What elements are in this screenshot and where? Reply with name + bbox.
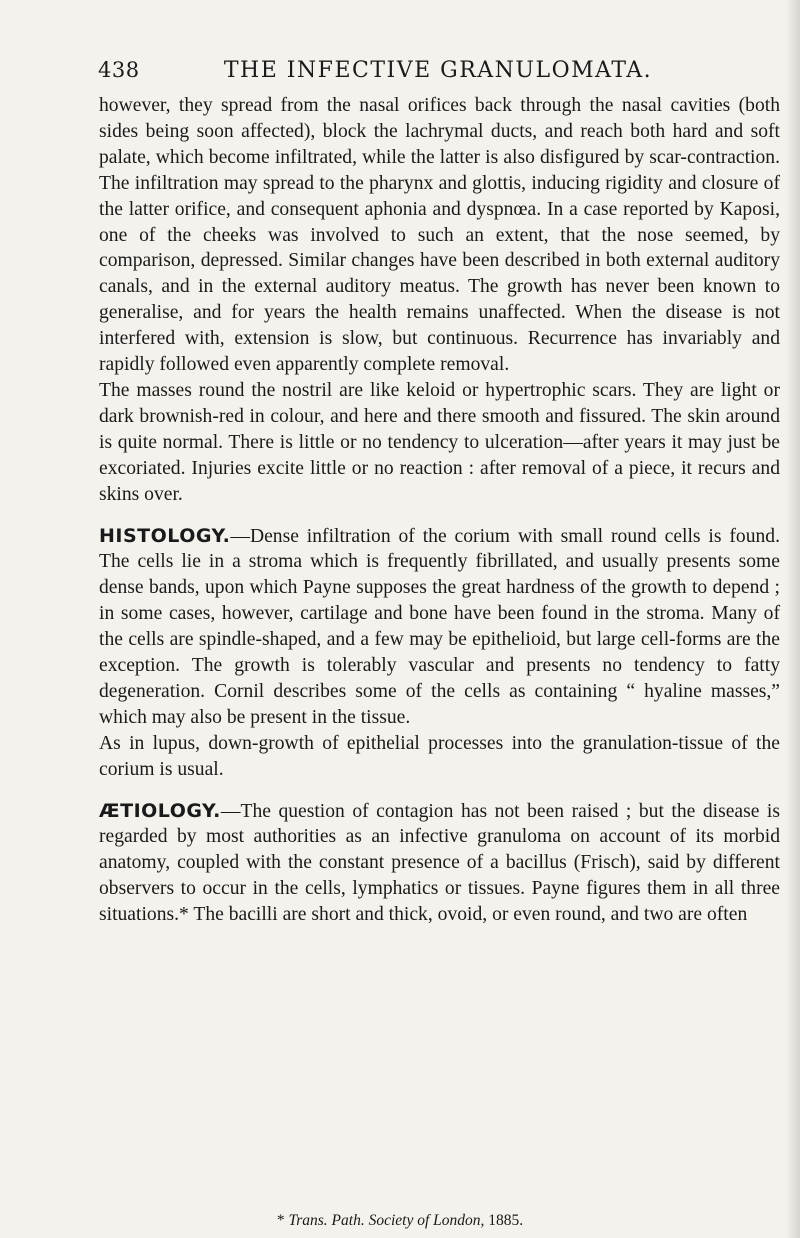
body-text [99, 93, 780, 928]
aetiology-section [99, 799, 780, 929]
footnote-year: 1885. [488, 1212, 524, 1229]
paragraph-4: As in lupus, down-growth of epithelial processes into the granulation-tissue of the corium is usual. [99, 732, 780, 780]
histology-heading: HISTOLOGY. [99, 524, 231, 547]
running-title: THE INFECTIVE GRANULOMATA. [223, 58, 653, 83]
aetiology-heading: ÆTIOLOGY. [99, 799, 221, 822]
histology-text: —Dense infiltration of the corium with small round cells is found. The cells lie in a stroma which is frequently fibrillated, and usually presents some dense bands, upon which Payne supposes the great hardness of the growth to depend ; in some cases, however, cartilage and bone have been found in the stroma. Many of the cells are spindle-shaped, and a few may be epithelioid, but large cell-forms are the exception. The growth is tolerably vascular and presents no tendency to fatty degeneration. Cornil describes some of the cells as containing “ hyaline masses,” which may also be present in the tissue. [99, 525, 780, 728]
paragraph-1: however, they spread from the nasal orifices back through the nasal cavities (both sides being soon affected), block the lachrymal ducts, and reach both hard and soft palate, which become infiltrated, while the latter is also disfigured by scar-contraction. The infiltration may spread to the pharynx and glottis, inducing rigidity and closure of the latter orifice, and consequent aphonia and dyspnœa. In a case reported by Kaposi, one of the cheeks was involved to such an extent, that the nose seemed, by comparison, depressed. Similar changes have been described in both external auditory canals, and in the external auditory meatus. The growth has never been known to generalise, and for years the health remains unaffected. When the disease is not interfered with, extension is slow, but continuous. Recurrence has invariably and rapidly followed even apparently complete removal. [99, 95, 780, 376]
histology-section [99, 524, 780, 731]
page-number: 438 [98, 58, 140, 82]
page-edge-shadow [786, 0, 800, 1238]
footnote-marker: * [276, 1212, 285, 1229]
footnote-citation: Trans. Path. Society of London, [288, 1212, 485, 1229]
page-header [98, 56, 778, 90]
paragraph-2: The masses round the nostril are like keloid or hypertrophic scars. They are light or dark brownish-red in colour, and here and there smooth and fissured. The skin around is quite normal. There is little or no tendency to ulceration—after years it may just be excoriated. Injuries excite little or no reaction : after removal of a piece, it recurs and skins over. [99, 379, 780, 505]
aetiology-text: —The question of contagion has not been raised ; but the disease is regarded by most authorities as an infective granuloma on account of its morbid anatomy, coupled with the constant presence of a bacillus (Frisch), said by different observers to occur in the cells, lymphatics or tissues. Payne figures them in all three situations.* The bacilli are short and thick, ovoid, or even round, and two are often [99, 800, 780, 926]
footnote [0, 1212, 800, 1230]
